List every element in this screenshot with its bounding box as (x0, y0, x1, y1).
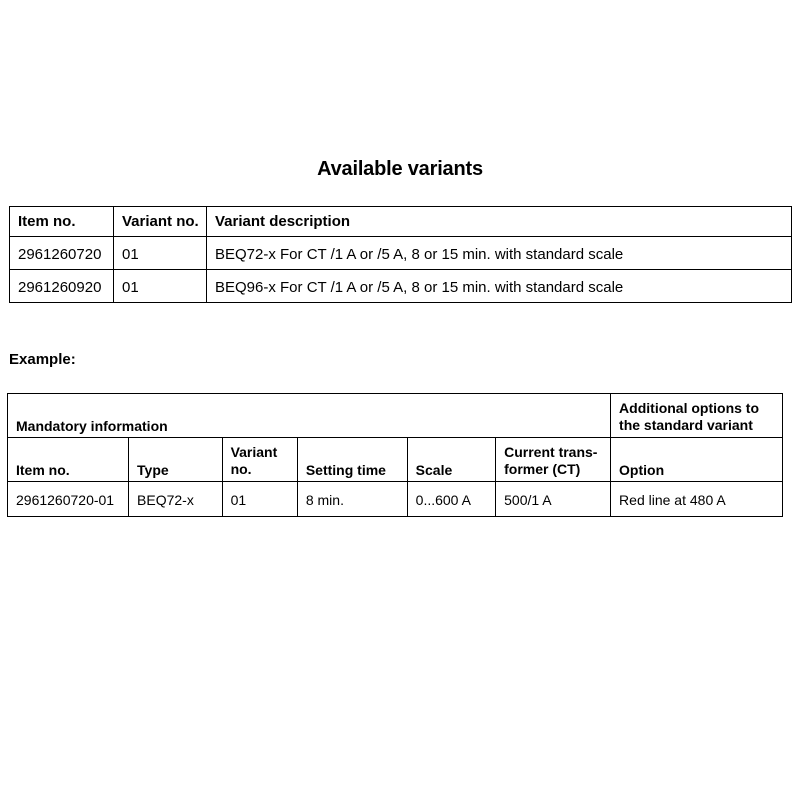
cell-item-no: 2961260720 (10, 237, 114, 270)
header-variant-description: Variant description (207, 207, 792, 237)
page-title: Available variants (317, 158, 483, 180)
header-scale: Scale (407, 438, 495, 482)
example-label: Example: (9, 351, 76, 368)
example-table (7, 393, 783, 517)
header-item-no: Item no. (8, 438, 129, 482)
header-current-transformer: Current trans-former (CT) (496, 438, 611, 482)
cell-variant-no: 01 (114, 237, 207, 270)
cell-item-no: 2961260920 (10, 270, 114, 303)
table-row (10, 270, 792, 303)
group-additional-options: Additional options to the standard variant (611, 394, 783, 438)
cell-variant-no: 01 (222, 482, 297, 517)
header-type: Type (129, 438, 223, 482)
cell-option: Red line at 480 A (611, 482, 783, 517)
header-setting-time: Setting time (297, 438, 407, 482)
cell-variant-description: BEQ72-x For CT /1 A or /5 A, 8 or 15 min. with standard scale (207, 237, 792, 270)
table-row (10, 237, 792, 270)
cell-variant-no: 01 (114, 270, 207, 303)
table-row (8, 482, 783, 517)
cell-scale: 0...600 A (407, 482, 495, 517)
group-mandatory-information: Mandatory information (8, 394, 611, 438)
column-header-row (8, 438, 783, 482)
variants-table (9, 206, 792, 303)
cell-item-no: 2961260720-01 (8, 482, 129, 517)
group-header-row (8, 394, 783, 438)
header-option: Option (611, 438, 783, 482)
cell-current-transformer: 500/1 A (496, 482, 611, 517)
cell-variant-description: BEQ96-x For CT /1 A or /5 A, 8 or 15 min. with standard scale (207, 270, 792, 303)
header-item-no: Item no. (10, 207, 114, 237)
table-header-row (10, 207, 792, 237)
header-variant-no: Variant no. (222, 438, 297, 482)
header-variant-no: Variant no. (114, 207, 207, 237)
cell-type: BEQ72-x (129, 482, 223, 517)
cell-setting-time: 8 min. (297, 482, 407, 517)
